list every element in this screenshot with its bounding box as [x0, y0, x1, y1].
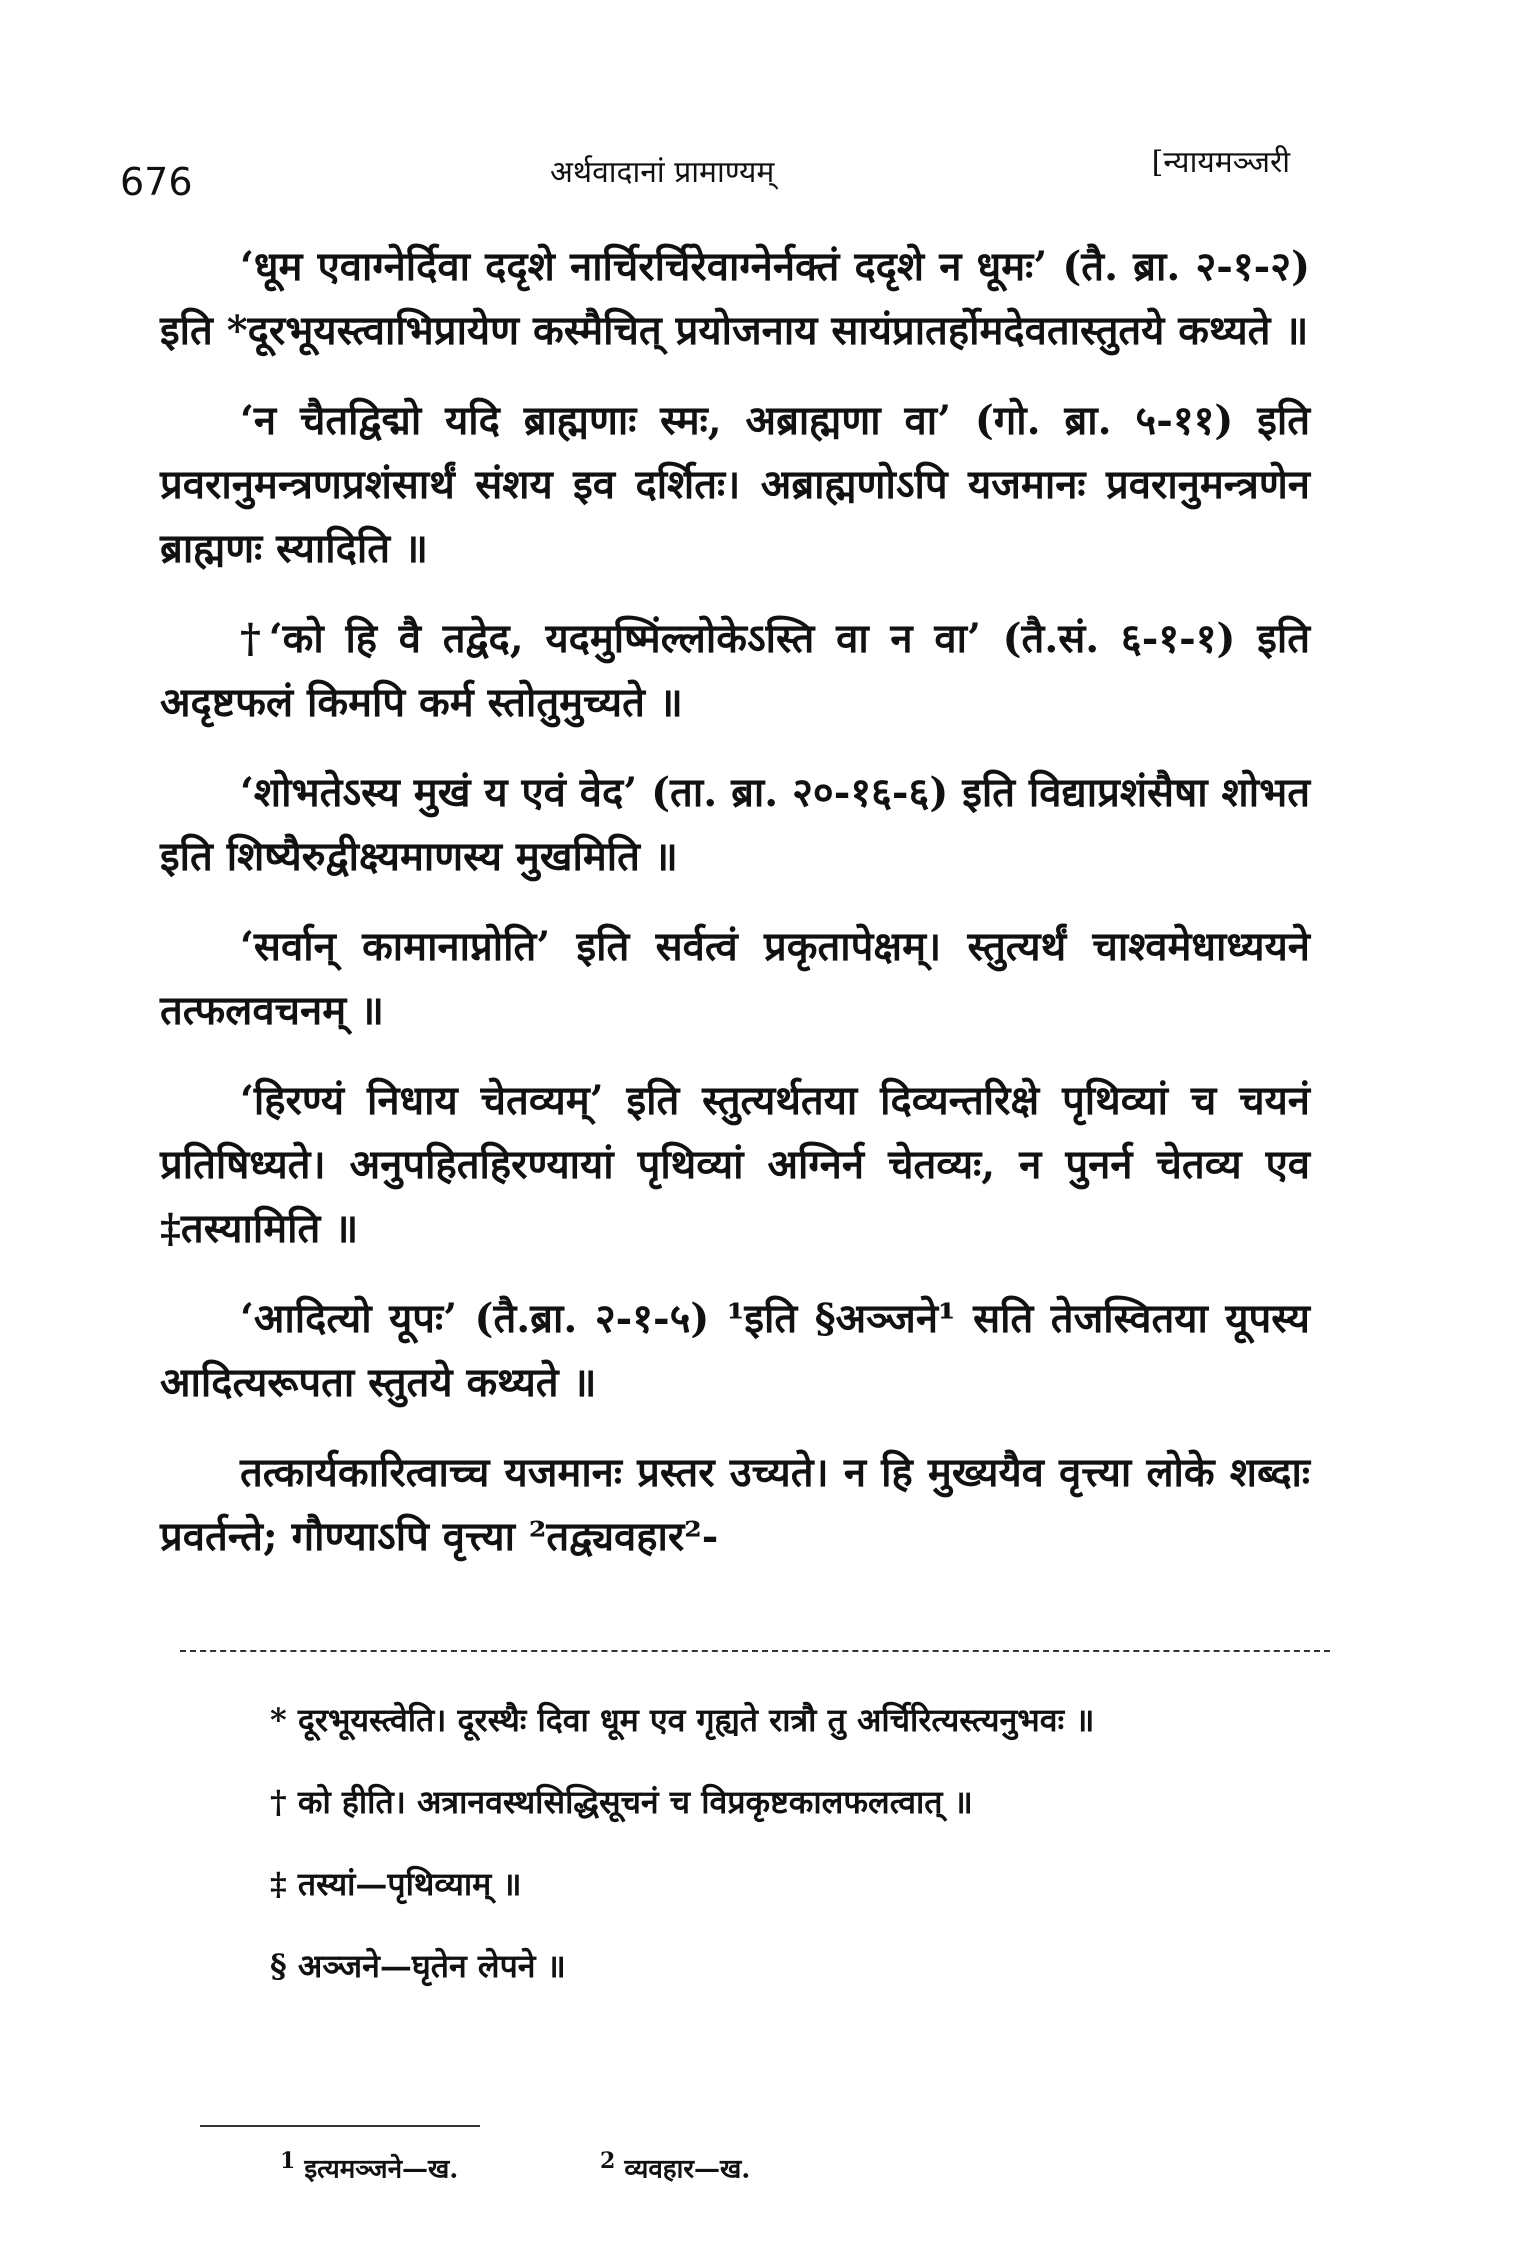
- variant-separator: [200, 2125, 480, 2127]
- main-text: [160, 235, 1310, 1595]
- paragraph: ‘आदित्यो यूपः’ (तै.ब्रा. २-१-५) ¹इति §अञ्जने¹ सति तेजस्वितया यूपस्य आदित्यरूपता स्तुतये कथ्यते ॥: [160, 1295, 1310, 1406]
- paragraph: तत्कार्यकारित्वाच्च यजमानः प्रस्तर उच्यते। न हि मुख्ययैव वृत्त्या लोके शब्दाः प्रवर्तन्ते; गौण्याऽपि वृत्त्या ²तद्व्यवहार²-: [160, 1449, 1310, 1560]
- variant-mark: 2: [600, 2148, 616, 2174]
- book-title: [न्यायमञ्जरी: [1151, 145, 1290, 180]
- footnote: * दूरभूयस्त्वेति। दूरस्थैः दिवा धूम एव गृह्यते रात्रौ तु अर्चिरित्यस्त्यनुभवः ॥: [270, 1701, 1095, 1739]
- running-title: अर्थवादानां प्रामाण्यम्: [550, 155, 775, 190]
- variant-reading-2: [600, 2148, 750, 2186]
- footnotes: [160, 1690, 1310, 2018]
- variant-reading-1: [280, 2148, 458, 2186]
- page-number: 676: [120, 160, 193, 204]
- footnote: † को हीति। अत्रानवस्थसिद्धिसूचनं च विप्रकृष्टकालफलत्वात् ॥: [270, 1783, 973, 1821]
- footnote-separator: [180, 1650, 1330, 1652]
- footnote: § अञ्जने—घृतेन लेपने ॥: [270, 1947, 566, 1985]
- page-header: [120, 140, 1290, 204]
- variant-text: व्यवहार—ख.: [624, 2154, 751, 2185]
- paragraph: ‘न चैतद्विद्मो यदि ब्राह्मणाः स्मः, अब्राह्मणा वा’ (गो. ब्रा. ५-११) इति प्रवरानुमन्त्रणप्रशंसार्थं संशय इव दर्शितः। अब्राह्मणोऽपि यजमानः प्रवरानुमन्त्रणेन ब्राह्मणः स्यादिति ॥: [160, 397, 1310, 572]
- paragraph: ‘धूम एवाग्नेर्दिवा ददृशे नार्चिरर्चिरेवाग्नेर्नक्तं ददृशे न धूमः’ (तै. ब्रा. २-१-२) इति *दूरभूयस्त्वाभिप्रायेण कस्मैचित् प्रयोजनाय सायंप्रातर्होमदेवतास्तुतये कथ्यते ॥: [160, 243, 1310, 354]
- paragraph: ‘सर्वान् कामानाप्नोति’ इति सर्वत्वं प्रकृतापेक्षम्। स्तुत्यर्थं चाश्वमेधाध्ययने तत्फलवचनम् ॥: [160, 923, 1310, 1034]
- paragraph: †‘को हि वै तद्वेद, यदमुष्मिंल्लोकेऽस्ति वा न वा’ (तै.सं. ६-१-१) इति अदृष्टफलं किमपि कर्म स्तोतुमुच्यते ॥: [160, 615, 1310, 726]
- paragraph: ‘हिरण्यं निधाय चेतव्यम्’ इति स्तुत्यर्थतया दिव्यन्तरिक्षे पृथिव्यां च चयनं प्रतिषिध्यते। अनुपहितहिरण्यायां पृथिव्यां अग्निर्न चेतव्यः, न पुनर्न चेतव्य एव ‡तस्यामिति ॥: [160, 1077, 1310, 1252]
- variant-mark: 1: [280, 2148, 296, 2174]
- variant-text: इत्यमञ्जने—ख.: [304, 2154, 459, 2185]
- footnote: ‡ तस्यां—पृथिव्याम् ॥: [270, 1865, 522, 1903]
- paragraph: ‘शोभतेऽस्य मुखं य एवं वेद’ (ता. ब्रा. २०-१६-६) इति विद्याप्रशंसैषा शोभत इति शिष्यैरुद्वीक्ष्यमाणस्य मुखमिति ॥: [160, 769, 1310, 880]
